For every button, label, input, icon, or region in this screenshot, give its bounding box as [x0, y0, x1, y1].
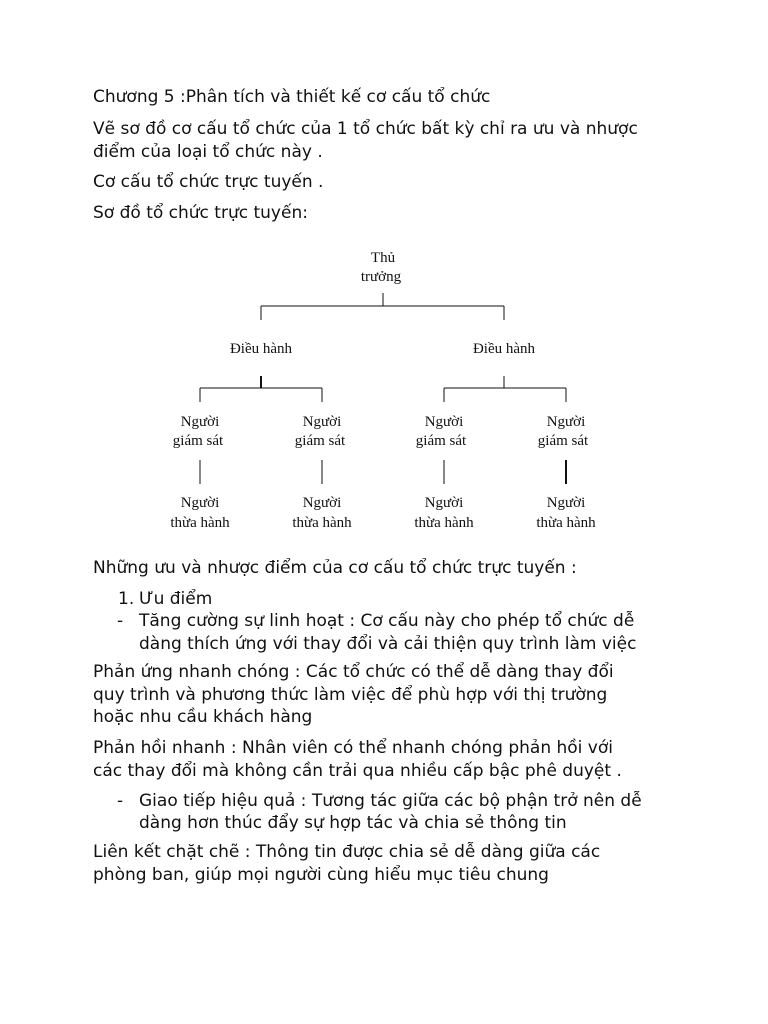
structure-name: Cơ cấu tổ chức trực tuyến . [93, 172, 324, 192]
org-node-supervisor-3-line2: giám sát [415, 433, 467, 449]
org-node-worker-4-line2: thừa hành [536, 515, 596, 531]
org-node-supervisor-1 [173, 414, 224, 449]
org-node-supervisor-2-line1: Người [302, 414, 342, 430]
advantages-title: Ưu điểm [139, 589, 213, 609]
org-node-manager-2: Điều hành [472, 341, 536, 357]
quick-line-3: hoặc nhu cầu khách hàng [93, 707, 313, 727]
org-node-supervisor-3-line1: Người [424, 414, 464, 430]
comm-line-1: Giao tiếp hiệu quả : Tương tác giữa các bộ phận trở nên dễ [139, 791, 642, 811]
feedback-line-1: Phản hồi nhanh : Nhân viên có thể nhanh chóng phản hồi với [93, 738, 613, 758]
org-node-root-line2: trưởng [360, 269, 402, 285]
org-node-worker-4-line1: Người [546, 495, 586, 511]
feedback-line-2: các thay đổi mà không cần trải qua nhiều cấp bậc phê duyệt . [93, 761, 622, 781]
org-node-worker-3 [414, 495, 474, 531]
org-node-supervisor-4-line2: giám sát [537, 433, 589, 449]
link-line-1: Liên kết chặt chẽ : Thông tin được chia sẻ dễ dàng giữa các [93, 842, 601, 862]
org-node-supervisor-2-line2: giám sát [294, 433, 346, 449]
task-line-1: Vẽ sơ đồ cơ cấu tổ chức của 1 tổ chức bất kỳ chỉ ra ưu và nhược [93, 119, 638, 139]
org-node-worker-4 [536, 495, 596, 531]
org-node-supervisor-3 [416, 414, 467, 449]
org-node-supervisor-4 [538, 414, 589, 449]
pros-cons-title: Những ưu và nhược điểm của cơ cấu tổ chức trực tuyến : [93, 558, 577, 578]
org-node-supervisor-2 [295, 414, 346, 449]
org-node-root [361, 250, 402, 285]
org-node-supervisor-1-line2: giám sát [172, 433, 224, 449]
bullet-marker-flex: - [117, 611, 124, 631]
org-node-worker-1-line1: Người [180, 495, 220, 511]
org-node-worker-3-line2: thừa hành [414, 515, 474, 531]
org-node-worker-2-line1: Người [302, 495, 342, 511]
org-node-supervisor-1-line1: Người [180, 414, 220, 430]
org-node-worker-2 [292, 495, 352, 531]
advantages-number: 1. [118, 589, 135, 609]
org-node-root-line1: Thủ [370, 250, 396, 266]
chapter-heading: Chương 5 :Phân tích và thiết kế cơ cấu tổ chức [93, 87, 491, 107]
comm-line-2: dàng hơn thúc đẩy sự hợp tác và chia sẻ thông tin [139, 813, 567, 833]
flex-line-1: Tăng cường sự linh hoạt : Cơ cấu này cho phép tổ chức dễ [139, 611, 635, 631]
org-node-manager-1: Điều hành [229, 341, 293, 357]
quick-line-1: Phản ứng nhanh chóng : Các tổ chức có thể dễ dàng thay đổi [93, 662, 614, 682]
org-node-worker-1-line2: thừa hành [170, 515, 230, 531]
link-line-2: phòng ban, giúp mọi người cùng hiểu mục tiêu chung [93, 865, 549, 885]
org-node-worker-3-line1: Người [424, 495, 464, 511]
org-node-supervisor-4-line1: Người [546, 414, 586, 430]
flex-line-2: dàng thích ứng với thay đổi và cải thiện quy trình làm việc [139, 634, 637, 654]
quick-line-2: quy trình và phương thức làm việc để phù hợp với thị trường [93, 685, 608, 705]
org-node-worker-2-line2: thừa hành [292, 515, 352, 531]
bullet-marker-comm: - [117, 791, 124, 811]
task-line-2: điểm của loại tổ chức này . [93, 142, 323, 162]
org-node-worker-1 [170, 495, 230, 531]
diagram-caption: Sơ đồ tổ chức trực tuyến: [93, 203, 308, 223]
